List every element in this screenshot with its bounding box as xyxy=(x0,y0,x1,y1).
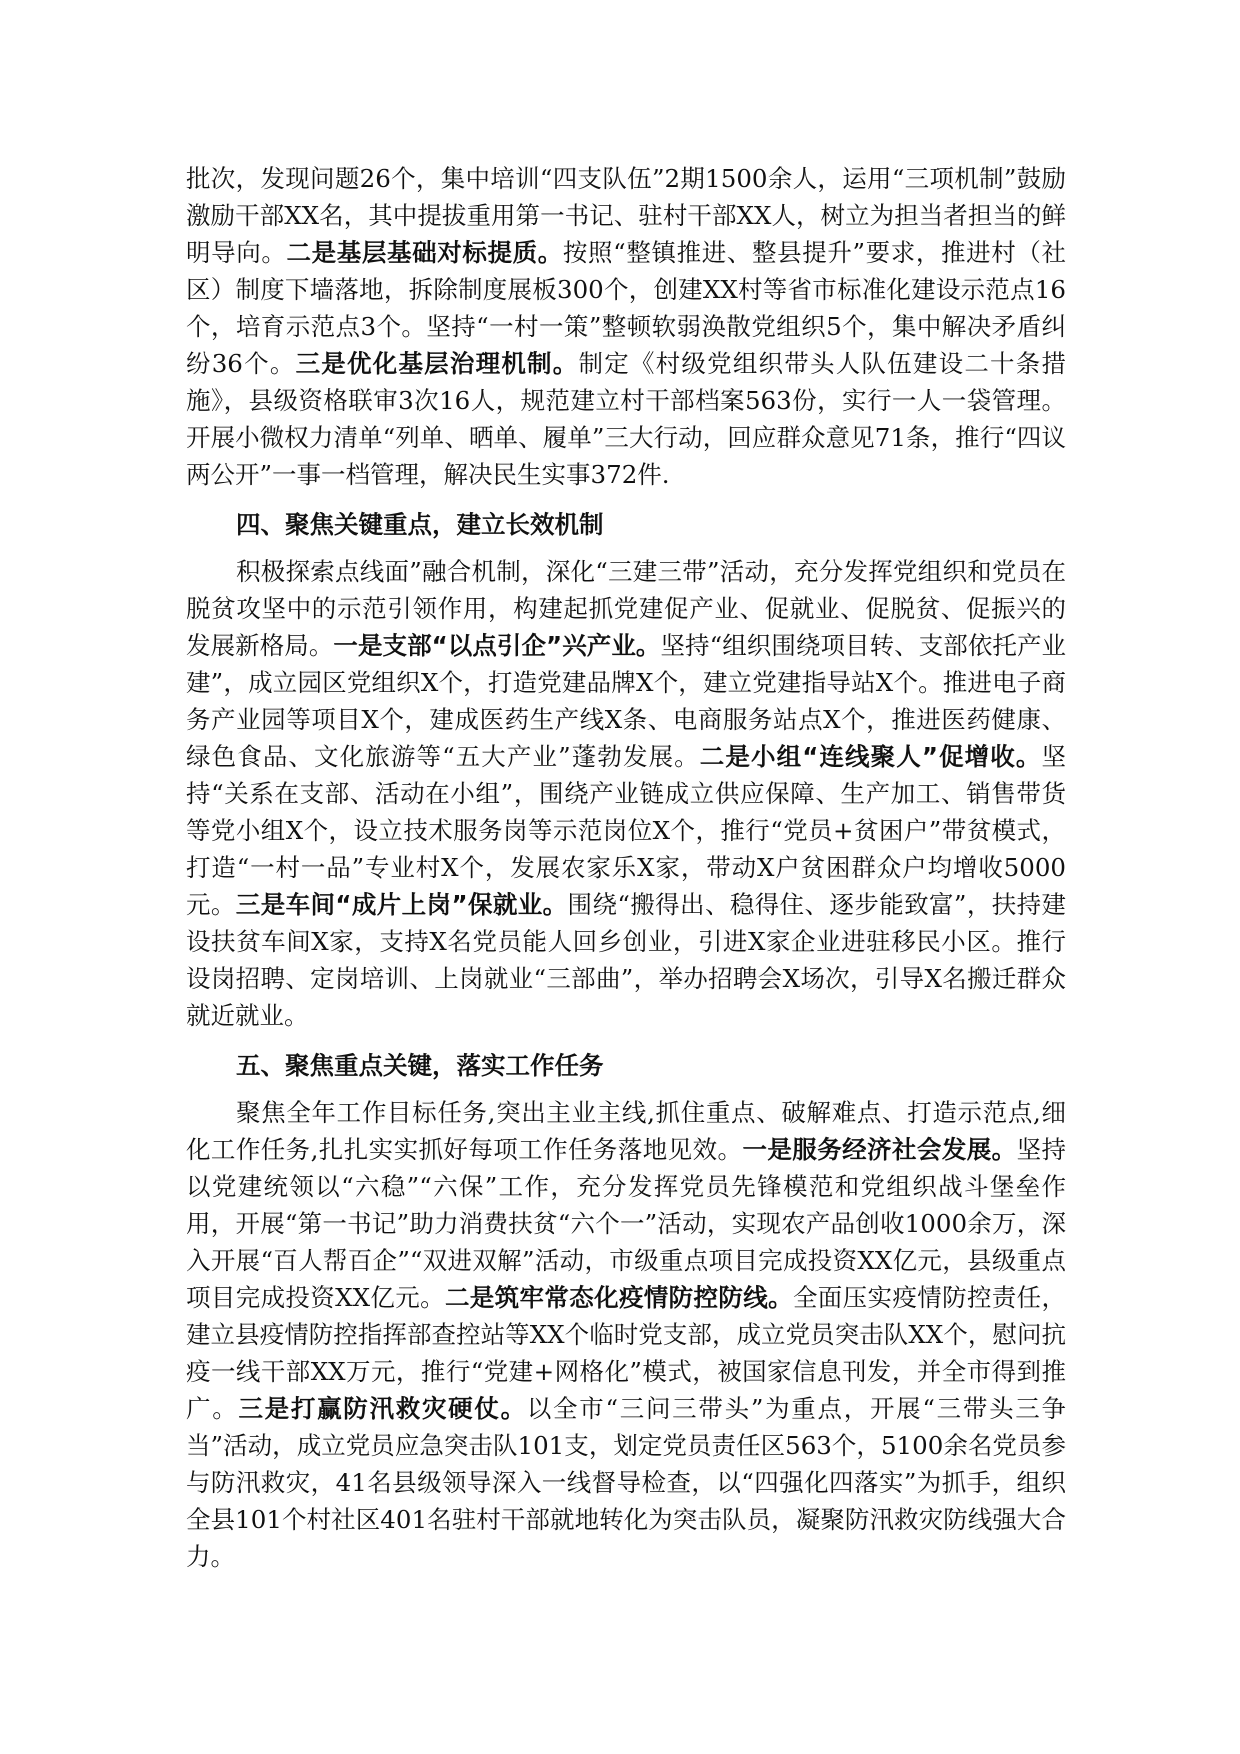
text-run: 坚持“关系在支部、活动在小组”，围绕产业链成立供应保障、生产加工、销售带货等党小组X个，设立技术服务岗等示范岗位X个，推行“党员+贫困户”带贫模式，打造“一村一品”专业村X个，发展农家乐X家，带动X户贫困群众户均增收5000元。 xyxy=(186,742,1066,919)
paragraph-continued xyxy=(186,160,1066,493)
bold-point: 二是小组“连线聚人”促增收。 xyxy=(699,742,1042,771)
text-run: 围绕“搬得出、稳得住、逐步能致富”，扶持建设扶贫车间X家，支持X名党员能人回乡创业，引进X家企业进驻移民小区。推行设岗招聘、定岗培训、上岗就业“三部曲”，举办招聘会X场次，引导X名搬迁群众就近就业。 xyxy=(186,890,1067,1030)
paragraph-section-4 xyxy=(186,553,1066,1034)
text-run: 坚持“组织围绕项目转、支部依托产业建”，成立园区党组织X个，打造党建品牌X个，建立党建指导站X个。推进电子商务产业园等项目X个，建成医药生产线X条、电商服务站点X个，推进医药健康、绿色食品、文化旅游等“五大产业”蓬勃发展。 xyxy=(186,631,1067,771)
text-run: 以全市“三问三带头”为重点，开展“三带头三争当”活动，成立党员应急突击队101支，划定党员责任区563个，5100余名党员参与防汛救灾，41名县级领导深入一线督导检查，以“四强化四落实”为抓手，组织全县101个村社区401名驻村干部就地转化为突击队员，凝聚防汛救灾防线强大合力。 xyxy=(186,1394,1067,1571)
text-run: 积极探索点线面”融合机制，深化“三建三带”活动，充分发挥党组织和党员在脱贫攻坚中的示范引领作用，构建起抓党建促产业、促就业、促脱贫、促振兴的发展新格局。 xyxy=(186,557,1066,660)
text-run: 批次，发现问题26个，集中培训“四支队伍”2期1500余人，运用“三项机制”鼓励激励干部XX名，其中提拔重用第一书记、驻村干部XX人，树立为担当者担当的鲜明导向。 xyxy=(186,164,1066,267)
text-run: 按照“整镇推进、整县提升”要求，推进村（社区）制度下墙落地，拆除制度展板300个，创建XX村等省市标准化建设示范点16个，培育示范点3个。坚持“一村一策”整顿软弱涣散党组织5个，集中解决矛盾纠纷36个。 xyxy=(186,238,1067,378)
section-heading-5: 五、聚焦重点关键，落实工作任务 xyxy=(236,1051,604,1080)
document-body xyxy=(186,160,1066,1575)
bold-point: 一是服务经济社会发展。 xyxy=(742,1135,1017,1164)
bold-point: 一是支部“以点引企”兴产业。 xyxy=(333,631,661,660)
paragraph-section-5 xyxy=(186,1094,1066,1575)
bold-point: 三是优化基层治理机制。 xyxy=(295,349,579,378)
text-run: 聚焦全年工作目标任务,突出主业主线,抓住重点、破解难点、打造示范点,细化工作任务,扎扎实实抓好每项工作任务落地见效。 xyxy=(186,1098,1066,1164)
section-heading-4: 四、聚焦关键重点，建立长效机制 xyxy=(236,510,604,539)
text-run: 全面压实疫情防控责任，建立县疫情防控指挥部查控站等XX个临时党支部，成立党员突击队XX个，慰问抗疫一线干部XX万元，推行“党建+网格化”模式，被国家信息刊发，并全市得到推广。 xyxy=(186,1283,1067,1423)
text-run: 坚持以党建统领以“六稳”“六保”工作，充分发挥党员先锋模范和党组织战斗堡垒作用，开展“第一书记”助力消费扶贫“六个一”活动，实现农产品创收1000余万，深入开展“百人帮百企”“双进双解”活动，市级重点项目完成投资XX亿元，县级重点项目完成投资XX亿元。 xyxy=(186,1135,1066,1312)
text-run: 制定《村级党组织带头人队伍建设二十条措施》，县级资格联审3次16人，规范建立村干部档案563份，实行一人一袋管理。开展小微权力清单“列单、晒单、履单”三大行动，回应群众意见71条，推行“四议两公开”一事一档管理，解决民生实事372件. xyxy=(186,349,1066,489)
bold-point: 三是打赢防汛救灾硬仗。 xyxy=(238,1394,527,1423)
bold-point: 二是基层基础对标提质。 xyxy=(286,238,563,267)
bold-point: 二是筑牢常态化疫情防控防线。 xyxy=(444,1283,793,1312)
bold-point: 三是车间“成片上岗”保就业。 xyxy=(235,890,568,919)
